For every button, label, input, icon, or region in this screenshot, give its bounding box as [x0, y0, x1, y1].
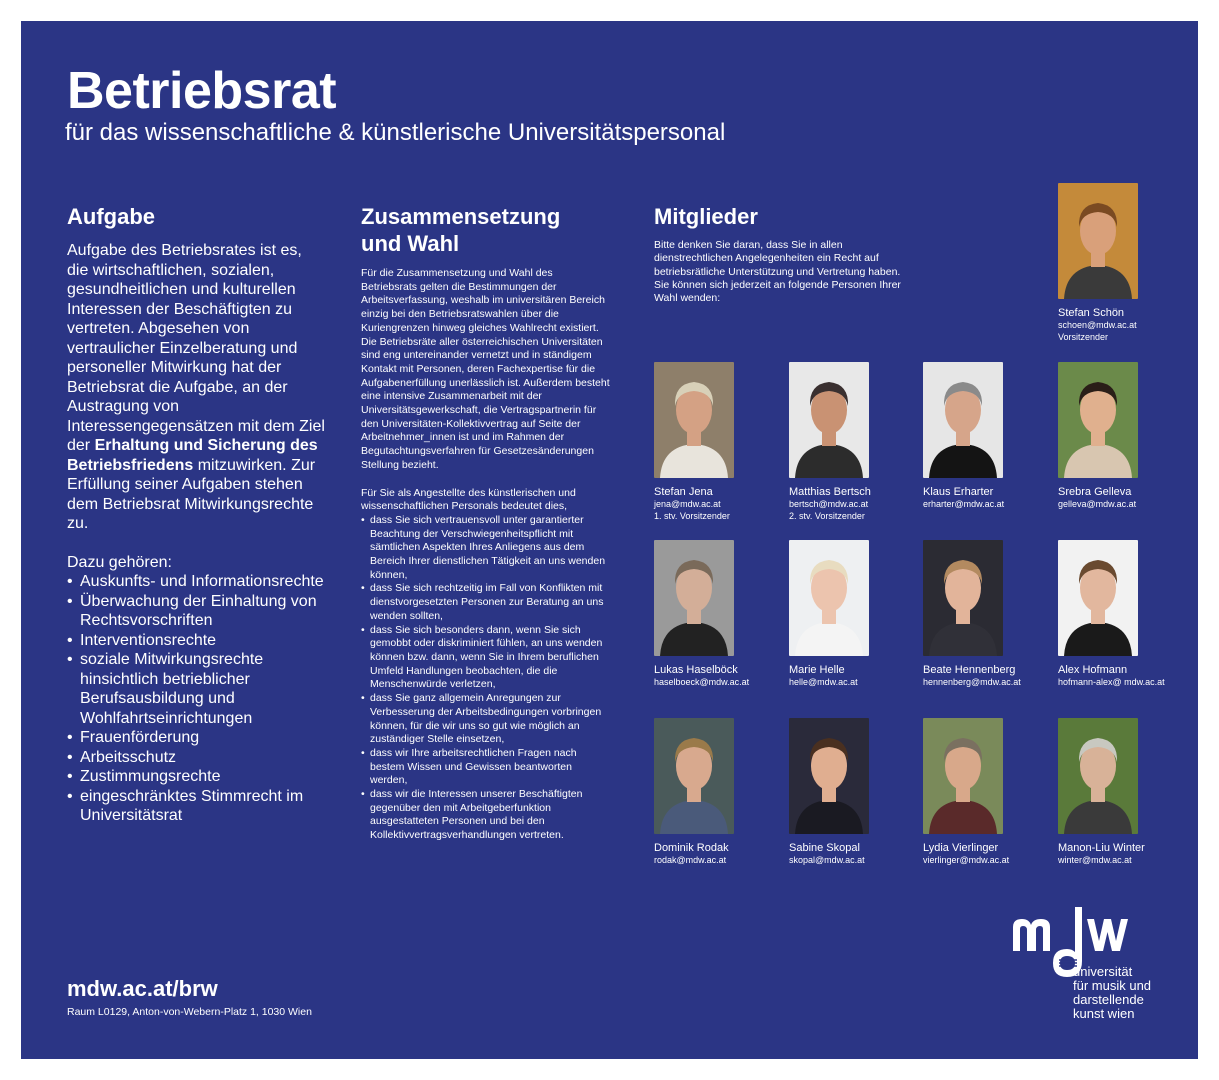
member-email[interactable]: gelleva@mdw.ac.at: [1058, 499, 1137, 509]
logo-line: universität: [1073, 964, 1133, 979]
member-name: Beate Hennenberg: [923, 664, 1016, 676]
member-name: Dominik Rodak: [654, 842, 729, 854]
member-photo: [923, 362, 1003, 478]
aufgabe-section: [67, 241, 327, 826]
member-name: Srebra Gelleva: [1058, 486, 1132, 498]
member-email[interactable]: hofmann-alex@ mdw.ac.at: [1058, 677, 1165, 687]
mdw-logo-text: [1073, 965, 1151, 1021]
member-email[interactable]: skopal@mdw.ac.at: [789, 855, 865, 865]
member-card: [923, 540, 1053, 689]
member-name: Alex Hofmann: [1058, 664, 1128, 676]
mitglieder-intro: Bitte denken Sie daran, dass Sie in allen dienstrechtlichen Angelegenheiten ein Recht auf betriebsrätliche Unterstützung und Vertretung haben. Sie können sich jederzeit an folgende Personen Ihrer Wahl wenden:: [654, 239, 901, 305]
list-item: • dass Sie ganz allgemein Anregungen zur Verbesserung der Arbeitsbedingungen vorbringen können, für die wir uns so gut wie möglich an zuständiger Stelle einsetzen,: [361, 692, 611, 747]
member-role: 1. stv. Vorsitzender: [654, 510, 730, 521]
member-card: [654, 362, 784, 522]
list-item: • dass Sie sich besonders dann, wenn Sie sich gemobbt oder diskriminiert fühlen, an uns wenden können bzw. dann, wenn Sie in Ihrem beruflichen Umfeld Handlungen beobachten, die die Menschenwürde verletzen,: [361, 624, 611, 693]
member-card: [789, 540, 919, 689]
member-email[interactable]: helle@mdw.ac.at: [789, 677, 858, 687]
member-card: [1058, 540, 1188, 689]
member-email[interactable]: bertsch@mdw.ac.at: [789, 499, 869, 509]
member-photo: [654, 718, 734, 834]
member-email[interactable]: haselboeck@mdw.ac.at: [654, 677, 750, 687]
list-item: • dass wir Ihre arbeitsrechtlichen Fragen nach bestem Wissen und Gewissen beantworten werden,: [361, 747, 611, 788]
member-email[interactable]: schoen@mdw.ac.at: [1058, 320, 1137, 330]
member-card: [789, 362, 919, 522]
page-title: Betriebsrat: [67, 62, 337, 120]
zusammensetzung-heading-line1: Zusammensetzung: [361, 204, 561, 229]
member-card: [1058, 362, 1188, 511]
member-name: Matthias Bertsch: [789, 486, 871, 498]
page-subtitle: für das wissenschaftliche & künstlerische Universitätspersonal: [65, 119, 726, 146]
portrait-icon: [789, 540, 869, 656]
member-name: Lydia Vierlinger: [923, 842, 999, 854]
portrait-icon: [923, 718, 1003, 834]
logo-line: kunst wien: [1073, 1006, 1135, 1021]
zusammensetzung-section: [361, 267, 611, 843]
list-item: • dass Sie sich vertrauensvoll unter garantierter Beachtung der Verschwiegenheitspflicht mit sämtlichen Aspekten Ihres Anliegens aus dem Bereich Ihrer dienstlichen Tätigkeit an uns wenden können,: [361, 514, 611, 583]
list-item: • dass Sie sich rechtzeitig im Fall von Konflikten mit dienstvorgesetzten Personen zur Beratung an uns wenden sollten,: [361, 582, 611, 623]
member-email[interactable]: rodak@mdw.ac.at: [654, 855, 727, 865]
member-photo: [1058, 362, 1138, 478]
aufgabe-heading: Aufgabe: [67, 204, 155, 229]
list-item: • soziale Mitwirkungsrechte hinsichtlich betrieblicher Berufsausbildung und Wohlfahrtseinrichtungen: [67, 650, 327, 728]
aufgabe-text-start: Aufgabe des Betriebsrates ist es, die wirtschaftlichen, sozialen, gesundheitlichen und kulturellen Interessen der Beschäftigten zu vertreten. Abgesehen von vertraulicher Einzelberatung und personeller Mitwirkung hat der Betriebsrat die Aufgabe, an der Austragung von Interessengegensätzen mit dem Ziel der: [67, 242, 325, 454]
portrait-icon: [1058, 718, 1138, 834]
portrait-icon: [789, 718, 869, 834]
member-card: [923, 362, 1053, 511]
mitglieder-heading: Mitglieder: [654, 204, 758, 229]
member-photo: [1058, 183, 1138, 299]
member-photo: [654, 540, 734, 656]
footer-url[interactable]: mdw.ac.at/brw: [67, 976, 218, 1001]
aufgabe-list-intro: Dazu gehören:: [67, 553, 172, 571]
aufgabe-text-bold: Erhaltung und Sicherung des Betriebsfriedens: [67, 437, 318, 474]
portrait-icon: [654, 362, 734, 478]
member-name: Klaus Erharter: [923, 486, 994, 498]
list-item: • Überwachung der Einhaltung von Rechtsvorschriften: [67, 592, 327, 631]
zusammensetzung-heading: [361, 203, 560, 257]
portrait-icon: [1058, 183, 1138, 299]
zusammensetzung-paragraph: Für die Zusammensetzung und Wahl des Betriebsrats gelten die Bestimmungen der Arbeitsverfassung, weshalb im universitären Bereich einzig bei den Betriebsratswahlen über die Kuriengrenzen hinweg gleiches Wahlrecht existiert. Die Betriebsräte aller österreichischen Universitäten sind eng untereinander vernetzt und in ständigem Kontakt mit Personen, deren Fachexpertise für die Aufgabenerfüllung unerlässlich ist. Außerdem besteht eine intensive Zusammenarbeit mit der Universitätsgewerkschaft, die Vertragspartnerin für den Universitäten-Kollektivvertrag auf Seite der Arbeitnehmer_innen ist und im Rahmen der Begutachtungsverfahren für Gesetzesänderungen Stellung bezieht.: [361, 267, 610, 471]
member-role: 2. stv. Vorsitzender: [789, 510, 865, 521]
portrait-icon: [654, 540, 734, 656]
member-email[interactable]: erharter@mdw.ac.at: [923, 499, 1005, 509]
member-photo: [923, 718, 1003, 834]
list-item: • Frauenförderung: [67, 728, 327, 748]
member-email[interactable]: hennenberg@mdw.ac.at: [923, 677, 1021, 687]
zusammensetzung-heading-line2: und Wahl: [361, 231, 460, 256]
member-photo: [789, 540, 869, 656]
aufgabe-text-end: mitzuwirken. Zur Erfüllung seiner Aufgaben stehen dem Betriebsrat Mitwirkungsrechte zu.: [67, 456, 316, 532]
aufgabe-list: [67, 572, 327, 826]
zusammensetzung-list-intro: Für Sie als Angestellte des künstlerischen und wissenschaftlichen Personals bedeutet dies,: [361, 486, 576, 513]
mdw-logo: [1011, 901, 1181, 1031]
list-item: • eingeschränktes Stimmrecht im Universitätsrat: [67, 787, 327, 826]
list-item: • Auskunfts- und Informationsrechte: [67, 572, 327, 592]
member-photo: [1058, 718, 1138, 834]
member-name: Stefan Schön: [1058, 307, 1125, 319]
member-card: [923, 718, 1053, 867]
member-name: Stefan Jena: [654, 486, 713, 498]
member-photo: [789, 718, 869, 834]
member-photo: [654, 362, 734, 478]
member-card: [789, 718, 919, 867]
portrait-icon: [654, 718, 734, 834]
aufgabe-text: [67, 241, 327, 534]
member-card: [1058, 718, 1188, 867]
member-name: Sabine Skopal: [789, 842, 860, 854]
portrait-icon: [1058, 362, 1138, 478]
list-item: • dass wir die Interessen unserer Beschäftigten gegenüber den mit Arbeitgeberfunktion ausgestatteten Personen und bei den Kollektivvertragsverhandlungen vertreten.: [361, 788, 611, 843]
member-name: Lukas Haselböck: [654, 664, 738, 676]
logo-line: für musik und: [1073, 978, 1152, 993]
logo-line: darstellende: [1073, 992, 1144, 1007]
member-photo: [923, 540, 1003, 656]
footer-address: Raum L0129, Anton-von-Webern-Platz 1, 1030 Wien: [67, 1006, 312, 1018]
list-item: • Arbeitsschutz: [67, 748, 327, 768]
member-email[interactable]: jena@mdw.ac.at: [654, 499, 721, 509]
poster-panel: [21, 21, 1198, 1059]
list-item: • Interventionsrechte: [67, 631, 327, 651]
list-item: • Zustimmungsrechte: [67, 767, 327, 787]
member-email[interactable]: winter@mdw.ac.at: [1058, 855, 1132, 865]
portrait-icon: [1058, 540, 1138, 656]
portrait-icon: [923, 540, 1003, 656]
member-photo: [789, 362, 869, 478]
member-card: [1058, 183, 1188, 343]
portrait-icon: [923, 362, 1003, 478]
member-email[interactable]: vierlinger@mdw.ac.at: [923, 855, 1010, 865]
member-name: Marie Helle: [789, 664, 845, 676]
member-role: Vorsitzender: [1058, 331, 1109, 342]
zusammensetzung-list: [361, 514, 611, 843]
member-photo: [1058, 540, 1138, 656]
portrait-icon: [789, 362, 869, 478]
member-card: [654, 540, 784, 689]
member-card: [654, 718, 784, 867]
member-name: Manon-Liu Winter: [1058, 842, 1145, 854]
